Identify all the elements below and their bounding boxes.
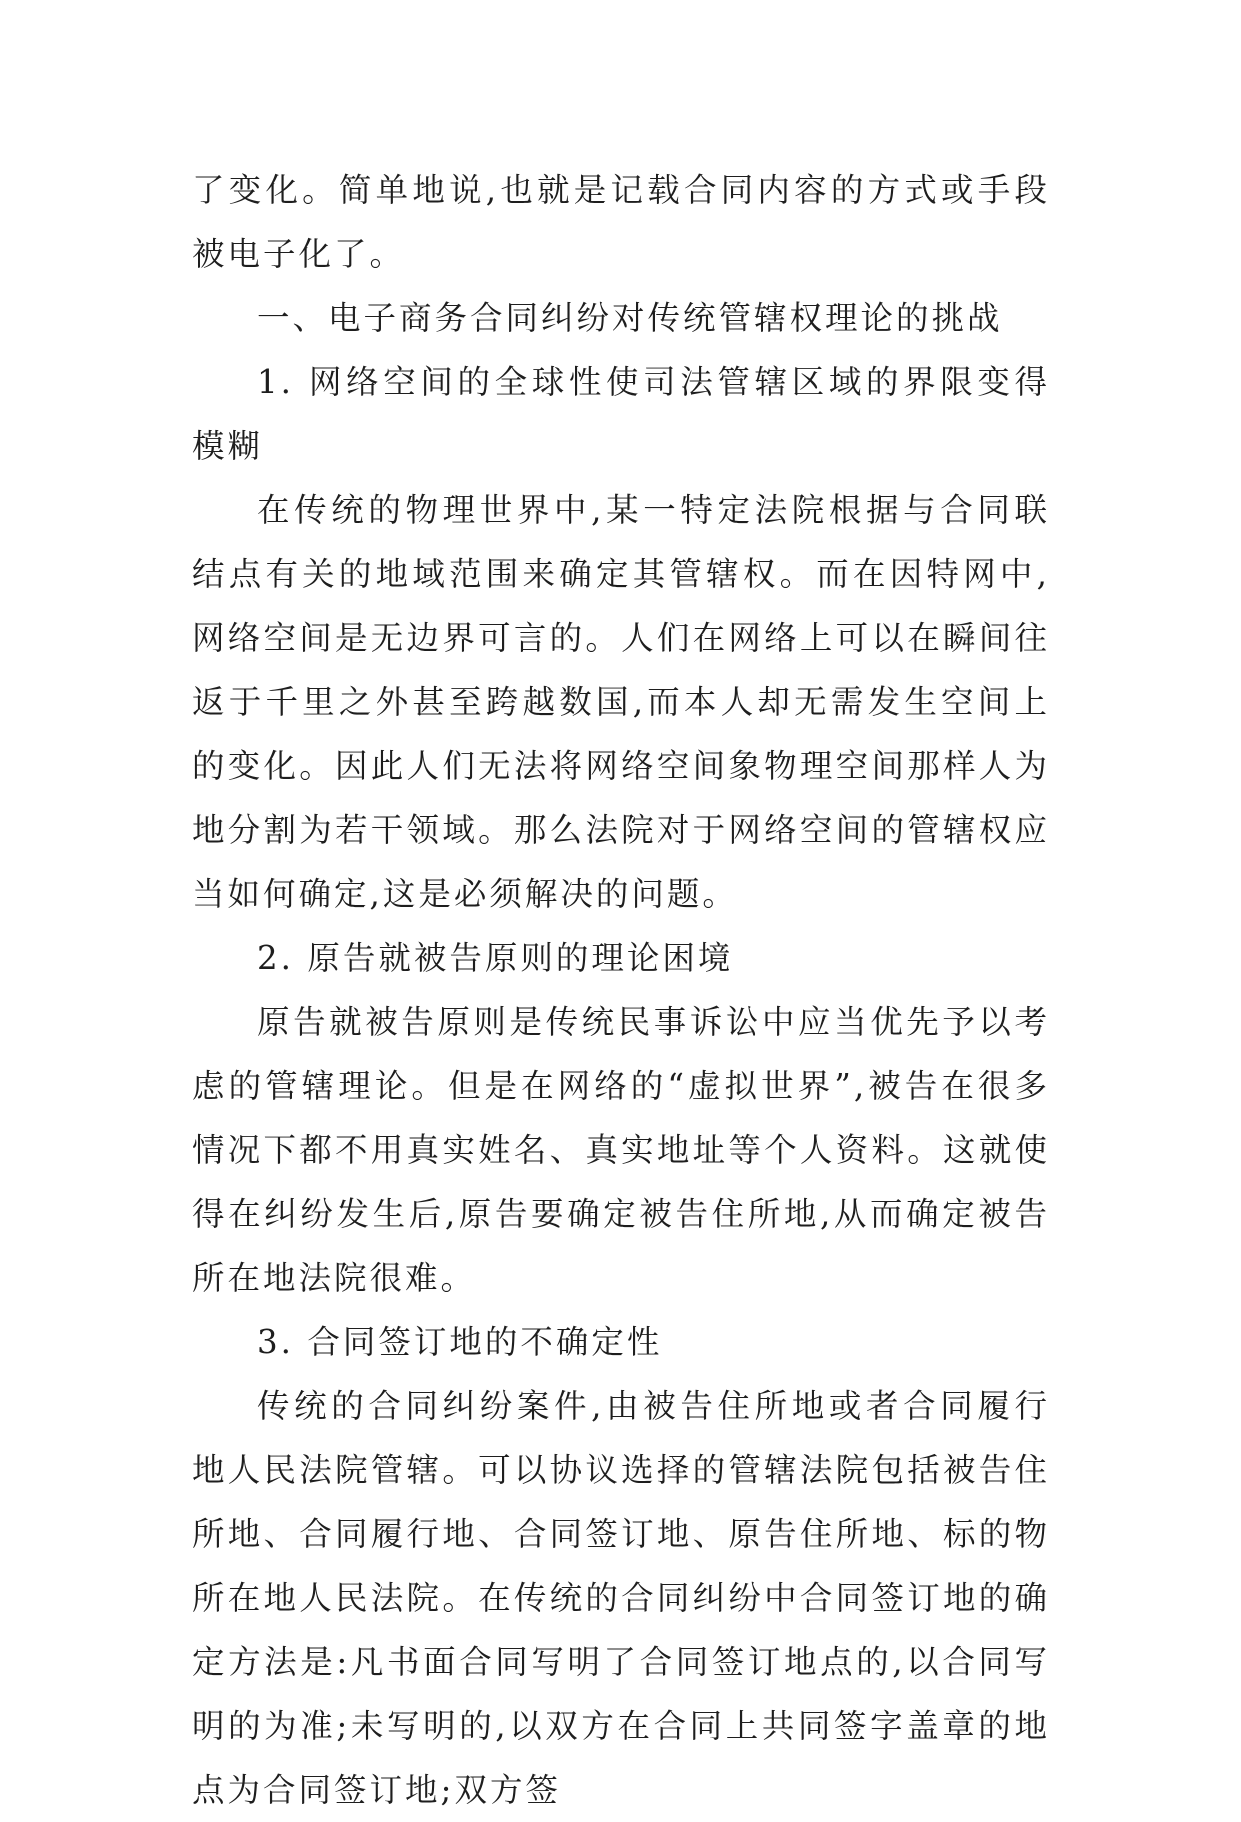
subheading-3: 3. 合同签订地的不确定性 bbox=[257, 1323, 663, 1361]
paragraph-3: 传统的合同纠纷案件,由被告住所地或者合同履行地人民法院管辖。可以协议选择的管辖法院包括被告住所地、合同履行地、合同签订地、原告住所地、标的物所在地人民法院。在传统的合同纠纷中合同签订地的确定方法是:凡书面合同写明了合同签订地点的,以合同写明的为准;未写明的,以双方在合同上共同签字盖章的地点为合同签订地;双方签 bbox=[192, 1387, 1050, 1809]
subheading-1: 1. 网络空间的全球性使司法管辖区域的界限变得模糊 bbox=[192, 363, 1050, 465]
subheading-2: 2. 原告就被告原则的理论困境 bbox=[257, 939, 734, 977]
body-text bbox=[192, 158, 1050, 1822]
paragraph-continuation: 了变化。简单地说,也就是记载合同内容的方式或手段被电子化了。 bbox=[192, 171, 1050, 273]
paragraph-2: 原告就被告原则是传统民事诉讼中应当优先予以考虑的管辖理论。但是在网络的“虚拟世界”,被告在很多情况下都不用真实姓名、真实地址等个人资料。这就使得在纠纷发生后,原告要确定被告住所地,从而确定被告所在地法院很难。 bbox=[192, 1003, 1050, 1297]
paragraph-1: 在传统的物理世界中,某一特定法院根据与合同联结点有关的地域范围来确定其管辖权。而在因特网中,网络空间是无边界可言的。人们在网络上可以在瞬间往返于千里之外甚至跨越数国,而本人却无需发生空间上的变化。因此人们无法将网络空间象物理空间那样人为地分割为若干领域。那么法院对于网络空间的管辖权应当如何确定,这是必须解决的问题。 bbox=[192, 491, 1050, 913]
section-heading: 一、电子商务合同纠纷对传统管辖权理论的挑战 bbox=[257, 299, 1003, 337]
